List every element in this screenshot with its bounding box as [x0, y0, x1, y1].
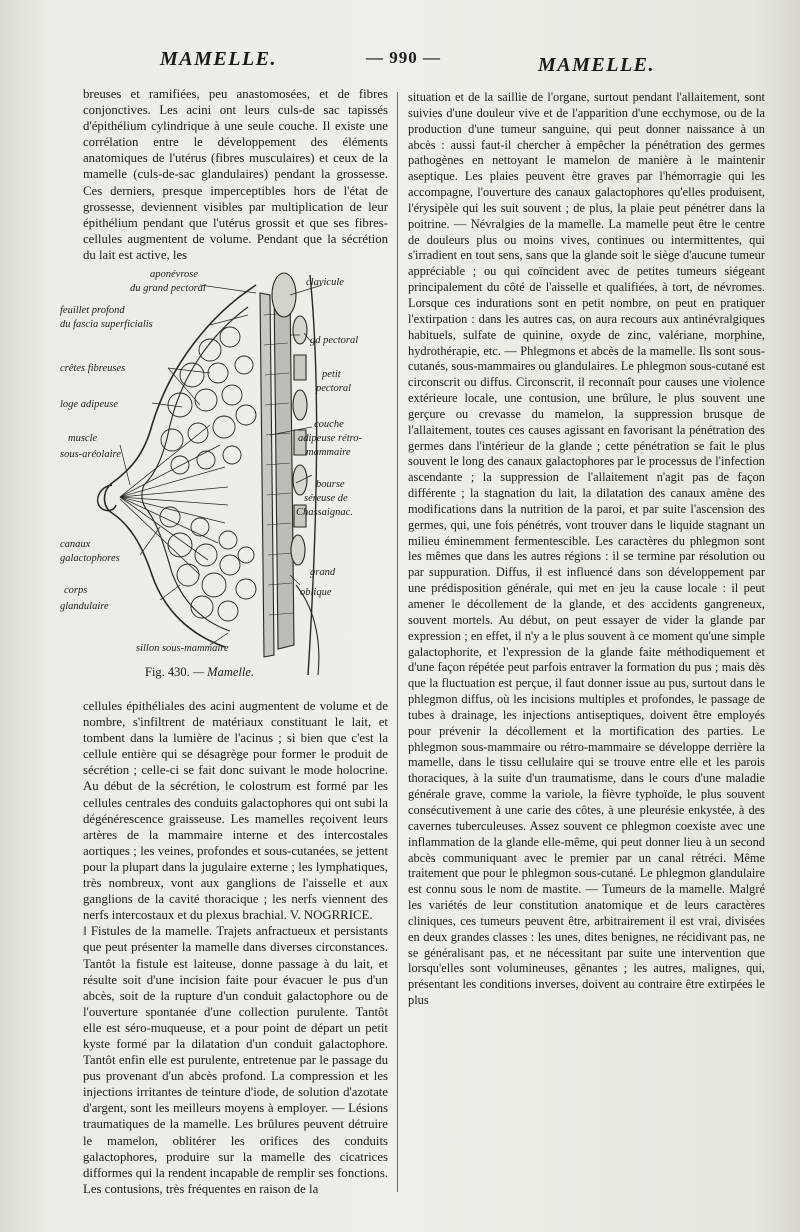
label-fascia: du fascia superficialis: [60, 319, 153, 330]
label-glandulaire: glandulaire: [60, 601, 109, 612]
label-bourse: bourse: [316, 479, 345, 490]
label-mammaire: mammaire: [306, 447, 351, 458]
right-column: [408, 90, 765, 1009]
left-column-bottom: [83, 698, 388, 1197]
label-cretes: crêtes fibreuses: [60, 363, 126, 374]
label-sereuse: séreuse de: [304, 493, 348, 504]
figure-title: — Mamelle.: [192, 665, 255, 679]
figure-caption: [145, 665, 254, 680]
label-oblique: oblique: [300, 587, 332, 598]
label-adipeuse: adipeuse rétro-: [298, 433, 363, 444]
label-corps: corps: [64, 585, 88, 596]
column-divider: [397, 92, 398, 1192]
paragraph: situation et de la saillie de l'organe, surtout pendant l'allaitement, sont suivies d'une douleur vive et de l'apparition d'une ecchymose, ou de la production d'une tumeur sanguine, qui peut donner naissance à un abcès : aussi faut-il chercher à empêcher la pénétration des germes pathogènes en nettoyant le mamelon de manière à le maintenir aseptique. Les plaies peuvent être graves par l'hémorragie qui les accompagne, l'ouverture des canaux galactophores qu'elles produisent, l'érysipèle qui les suit souvent ; de plus, la plaie peut pénétrer dans la poitrine. — Névralgies de la mamelle. La mamelle peut être le centre de douleurs plus ou moins vives, continues ou intermittentes, qui s'irradient en tout sens, sans que la glande soit le siège d'aucune tumeur appréciable ; ou qui coïncident avec de petites tumeurs siégeant principalement du côté de l'aisselle et qualifiées, à tort, de névromes. Lorsque ces indurations sont en petit nombre, on peut en pratiquer l'extirpation : dans les autres cas, on aura recours aux antinévralgiques habituels, sulfate de quinine, oxyde de zinc, valériane, morphine, hydrothérapie, etc. — Phlegmons et abcès de la mamelle. Ils sont sous-cutanés, sous-mammaires ou glandulaires. Le phlegmon sous-cutané est circonscrit ou diffus. Circonscrit, il reconnaît pour causes une violence extérieure locale, une contusion, une brûlure, le plus souvent une gerçure ou crevasse du mamelon, la suppression brusque de l'allaitement, toutes ces causes agissant en favorisant la pénétration des germes dans l'intérieur de la glande ; cette pénétration se fait le plus souvent le long des canaux galactophores par le processus de l'infection ascendante ; la suppression de l'allaitement n'agit pas de façon différente ; la stagnation du lait, la dilatation des canaux amène des modifications dans la nutrition de la paroi, et par suite l'ascension des germes, qui, une fois pénétrés, vont trouver dans le liquide stagnant un milieu éminemment fermentescible. Les caractères du phlegmon sont les mêmes que dans les autres régions : il se termine par résolution ou par suppuration. Diffus, il est influencé dans son développement par une prédisposition générale, qui met en jeu la cause locale : il peut amener le décollement de la glande, et des accidents gangreneux, souvent mortels. Au début, on peut essayer de vider la glande par expression ; en effet, il n'y a le plus souvent à ce moment qu'une simple galactophorite, et l'expression de la glande faite méthodiquement et d'une façon répétée peut parfois entraver la formation du pus ; mais dès que la fluctuation est perçue, il faut donner issue au pus, surtout dans le phlegmon diffus, où les incisions multiples et profondes, le passage de tubes à drainage, les injections antiseptiques, doivent être employés pour prévenir la décollement et la mortification des parties. Le phlegmon sous-mammaire ou rétro-mammaire se développe derrière la mamelle, dans le tissu cellulaire qui se trouve entre elle et les parois thoraciques, à la suite d'un traumatisme, dans le cours d'une maladie générale grave, comme la variole, la fièvre typhoïde, le plus souvent consécutivement à une carie des côtes, à une pleurésie enkystée, à des cavernes tuberculeuses. Assez souvent ce phlegmon coexiste avec une inflammation de la glande elle-même, qui peut donner lieu à un second abcès communiquant avec le premier par un canal rétréci. Même traitement que pour le phlegmon sous-cutané. Le phlegmon glandulaire est connu sous le nom de mastite. — Tumeurs de la mamelle. Malgré les variétés de leur constitution anatomique et de leurs caractères cliniques, ces tumeurs peuvent être, arbitrairement il est vrai, divisées en deux grandes classes : les unes, dites benignes, ne récidivant pas, ne se généralisant pas, et ne nécessitant par suite une intervention que lorsqu'elles sont volumineuses, gênantes ; les autres, malignes, qui, présentant les conditions inverses, doivent au contraire être extirpées le plus: [408, 90, 765, 1008]
label-petit: petit: [322, 369, 341, 380]
left-column-top: [83, 86, 388, 263]
page-header: [0, 48, 800, 80]
page-number: — 990 —: [366, 48, 441, 67]
label-loge: loge adipeuse: [60, 399, 119, 410]
label-galactophores: galactophores: [60, 553, 120, 564]
label-grand-pectoral: du grand pectoral: [130, 283, 206, 294]
label-feuillet: feuillet profond: [60, 305, 125, 316]
label-aponeurose: aponévrose: [150, 269, 199, 280]
label-g-pectoral: gd pectoral: [310, 335, 359, 346]
figure-number: Fig. 430.: [145, 665, 190, 679]
label-clavicule: clavicule: [306, 277, 344, 288]
label-sillon: sillon sous-mammaire: [136, 643, 229, 654]
label-pectoral: pectoral: [316, 383, 351, 394]
label-sous-areolaire: sous-aréolaire: [60, 449, 121, 460]
paragraph: breuses et ramifiées, peu anastomosées, et de fibres conjonctives. Les acini ont leurs culs-de sac tapissés d'épithélium cylindrique à une seule couche. Il existe une corrélation entre le développement des éléments anatomiques de l'utérus (fibres musculaires) et ceux de la mamelle (culs-de-sac glandulaires) pendant la grossesse. Ces derniers, presque imperceptibles hors de l'état de grossesse, deviennent visibles par multiplication de leur épithélium pendant que l'utérus grossit et que ses fibres-cellules augmentent de volume. Pendant que la sécrétion du lait est active, les: [83, 87, 388, 262]
running-head-left: MAMELLE.: [160, 48, 278, 70]
label-chassaignac: Chassaignac.: [296, 507, 353, 518]
anatomical-figure: [60, 255, 390, 690]
running-head-right: MAMELLE.: [538, 54, 656, 76]
paragraph: ‖ Fistules de la mamelle. Trajets anfractueux et persistants que peut présenter la mamelle dans diverses circonstances. Tantôt la fistule est laiteuse, donne passage à du lait, et résulte soit d'une incision faite pour évacuer le pus d'un abcès, soit de la rupture d'un conduit galactophore ou de l'ouverture spontanée d'une collection purulente. Tantôt elle est séro-muqueuse, et a pour point de départ un petit kyste formé par la dilatation d'un conduit galactophore. Tantôt enfin elle est purulente, entretenue par le passage du pus provenant d'un abcès profond. La compression et les injections irritantes de teinture d'iode, de solution d'azotate d'argent, sont les meilleurs moyens à employer. — Lésions traumatiques de la mamelle. Les brûlures peuvent détruire le mamelon, oblitérer les orifices des conduits galactophores, produire sur la mamelle des cicatrices difformes qui la rendent incapable de remplir ses fonctions. Les contusions, très fréquentes en raison de la: [83, 924, 388, 1196]
label-canaux: canaux: [60, 539, 91, 550]
label-couche: couche: [314, 419, 344, 430]
label-grand: grand: [310, 567, 336, 578]
label-muscle: muscle: [68, 433, 98, 444]
paragraph: cellules épithéliales des acini augmentent de volume et de nombre, s'infiltrent de matériaux constituant le lait, et tombent dans la lumière de l'acinus ; si bien que c'est la cellule entière qui se désagrège pour former le produit de sécrétion ; celle-ci se fait donc suivant le mode holocrine. Au début de la sécrétion, le colostrum est formé par les cellules centrales des conduits galactophores qui ont subi la dégénérescence graisseuse. Les mamelles reçoivent leurs artères de la mammaire interne et des intercostales aortiques ; les veines, profondes et sous-cutanées, se jettent pour la plupart dans la jugulaire externe ; les lymphatiques, très nombreux, vont aux ganglions de l'aisselle et aux ganglions de la cavité thoracique ; les nerfs viennent des nerfs intercostaux et du plexus brachial. V. NOGRRICE.: [83, 699, 388, 923]
